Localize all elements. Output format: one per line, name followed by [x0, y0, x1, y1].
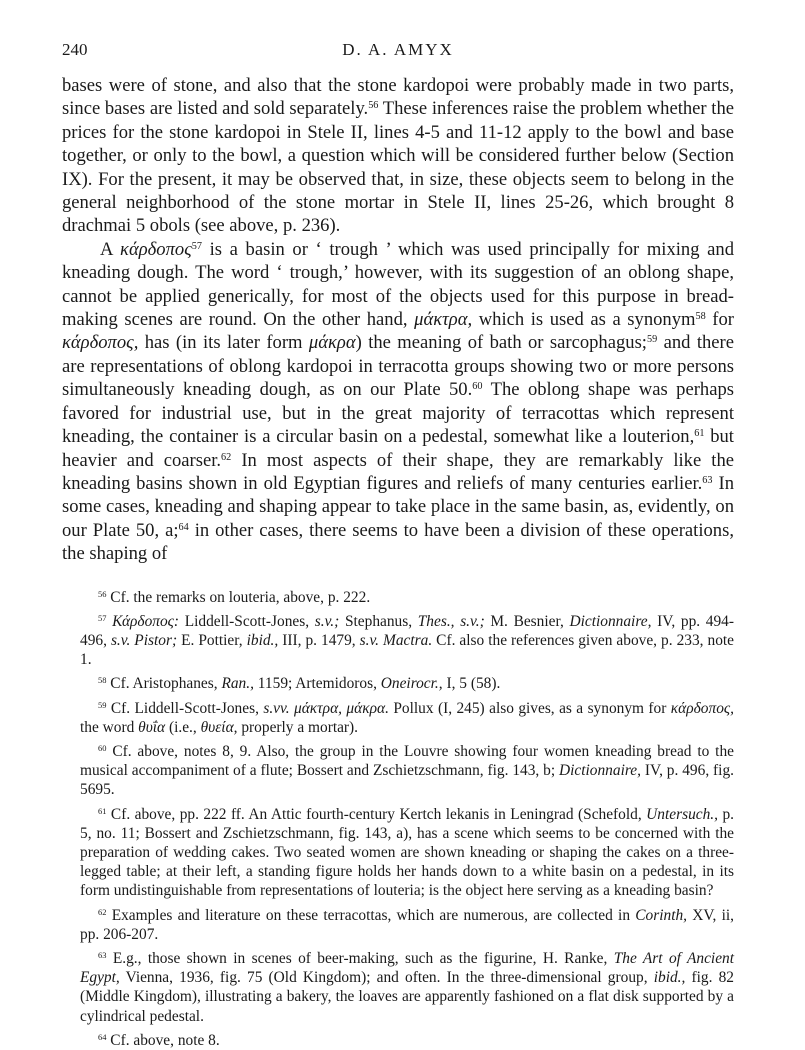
footnote-text: Liddell-Scott-Jones,	[179, 612, 315, 630]
footnote-number: 57	[98, 612, 107, 623]
greek-term: μάκτρα, μάκρα.	[289, 699, 389, 717]
footnote-text: XV, ii, pp. 206-207.	[80, 906, 735, 943]
footnote-text: p. 5, no. 11; Bossert and Zschietzschmann, fig. 143, a), has a scene which seems to be concerned with the preparation of wedding cakes. Two seated women are shown kneading or shaping the cakes on a three-legged table; at their left, a standing figure holds her hands down to a white basin on a pedestal, in its form undistinguishable from representations of louteria; is the object here serving as a kneading basin?	[80, 805, 735, 900]
footnote-text: properly a mortar).	[237, 718, 359, 736]
text-run: In most aspects of their shape, they are remarkably like the kneading basins shown in old Egyptian figures and reliefs of many centuries earlier.	[62, 449, 735, 494]
footnote-text: M. Besnier,	[484, 612, 570, 630]
italic-text: The Art of Ancient Egypt,	[80, 949, 735, 987]
text-run: in other cases, there seems to have been a division of these operations, the shaping of	[62, 519, 734, 565]
footnote-text: Vienna, 1936, fig. 75 (Old Kingdom); and often. In the three-dimensional group,	[119, 969, 654, 987]
text-run: ) the meaning of bath or sarcophagus;	[355, 332, 647, 354]
footnote-text: III, p. 1479,	[278, 631, 360, 649]
greek-term: Κάρδοπος:	[106, 612, 180, 630]
footnote-text: Stephanus,	[339, 612, 418, 630]
paragraph-1	[62, 74, 734, 238]
footnote-text: Cf. also the references given above, p. 233, note 1.	[80, 631, 734, 669]
page	[62, 40, 734, 1050]
footnote-ref-62[interactable]: 62	[221, 451, 232, 463]
italic-text: s.vv.	[263, 699, 290, 717]
footnote-57	[62, 612, 734, 670]
text-run: has (in its later form	[138, 332, 309, 354]
page-header	[62, 40, 734, 66]
text-run: for	[705, 309, 734, 331]
footnote-text: IV, pp. 494-496,	[80, 612, 735, 649]
footnote-ref-63[interactable]: 63	[702, 474, 713, 486]
italic-text: Dictionnaire,	[559, 762, 641, 780]
greek-term: κάρδοπος	[120, 238, 192, 260]
footnote-61	[62, 805, 734, 901]
greek-term: κάρδοπος,	[670, 699, 734, 717]
italic-text: ibid.,	[653, 969, 686, 987]
italic-text: Thes., s.v.;	[417, 612, 485, 630]
footnote-number: 59	[98, 699, 107, 710]
footnote-text: Cf. Aristophanes,	[106, 675, 222, 693]
italic-text: Dictionnaire,	[569, 612, 652, 630]
greek-term: μάκρα	[308, 332, 356, 354]
text-run: These inferences raise the problem whether the prices for the stone kardopoi in Stele II, lines 4-5 and 11-12 apply to the bowl and base together, or only to the bowl, a question which will be considered further below (Section IX). For the present, it may be observed that, in size, these objects seem to belong in the general neighborhood of the stone mortar in Stele II, lines 25-26, which brought 8 drachmai 5 obols (see above, p. 236).	[62, 98, 734, 237]
footnote-text: E. Pottier,	[177, 631, 247, 649]
footnote-text: Cf. above, note 8.	[106, 1031, 220, 1049]
text-run: bases were of stone, and also that the stone kardopoi were probably made in two parts, since bases are listed and sold separately.	[62, 75, 734, 120]
italic-text: ibid.,	[246, 631, 279, 649]
footnote-number: 60	[98, 742, 107, 753]
footnote-text: Cf. above, notes 8, 9. Also, the group in the Louvre showing four women kneading bread to the musical accompaniment of a flute; Bossert and Zschietzschmann, fig. 143, b;	[80, 742, 734, 780]
greek-term: μάκτρα,	[414, 309, 473, 331]
footnote-ref-58[interactable]: 58	[695, 310, 706, 322]
footnote-text: (i.e.,	[165, 718, 201, 736]
footnote-ref-57[interactable]: 57	[191, 240, 202, 252]
text-run: but heavier and coarser.	[62, 426, 734, 471]
footnote-text: 1159; Artemidoros,	[253, 675, 381, 693]
footnote-text: E.g., those shown in scenes of beer-making, such as the figurine, H. Ranke,	[106, 949, 614, 967]
text-run: A	[100, 238, 121, 260]
footnote-58	[62, 674, 734, 693]
text-run: is a basin or ‘ trough ’ which was used principally for mixing and kneading dough. The word ‘ trough,’ however, with its suggestion of an oblong shape, cannot be applied generically, for most of the objects used for this purpose in bread-making scenes are round. On the other hand,	[62, 238, 734, 331]
footnote-number: 64	[98, 1031, 107, 1042]
footnote-text: IV, p. 496, fig. 5695.	[80, 762, 734, 799]
running-head: D. A. AMYX	[342, 40, 454, 59]
footnote-number: 61	[98, 805, 107, 816]
text-run: and there are representations of oblong kardopoi in terracotta groups showing two or more persons simultaneously kneading dough, as on our Plate 50.	[62, 332, 734, 401]
footnote-ref-59[interactable]: 59	[646, 334, 658, 346]
italic-text: Corinth,	[635, 906, 688, 924]
footnote-ref-64[interactable]: 64	[178, 521, 189, 533]
italic-text: s.v.;	[314, 612, 340, 630]
main-text	[62, 74, 734, 566]
footnote-text: Cf. Liddell-Scott-Jones,	[106, 699, 264, 717]
footnote-text: the word	[80, 718, 139, 736]
footnote-ref-56[interactable]: 56	[368, 100, 379, 112]
footnote-number: 58	[98, 675, 107, 686]
footnote-62	[62, 906, 734, 944]
paragraph-2	[62, 238, 734, 566]
footnote-63	[62, 949, 734, 1026]
footnote-number: 56	[98, 588, 107, 599]
footnote-64	[62, 1031, 734, 1050]
greek-term: κάρδοπος,	[62, 332, 139, 354]
text-run: In some cases, kneading and shaping appear to take place in the same basin, as, evidently, on our Plate 50, a;	[62, 472, 734, 541]
footnote-number: 63	[98, 949, 107, 960]
footnote-ref-60[interactable]: 60	[472, 381, 483, 393]
italic-text: s.v. Mactra.	[359, 631, 433, 649]
footnote-56	[62, 588, 734, 607]
footnote-text: I, 5 (58).	[442, 675, 501, 693]
footnote-text: Examples and literature on these terracottas, which are numerous, are collected in	[106, 906, 636, 924]
italic-text: Ran.,	[221, 675, 254, 693]
text-run: which is used as a synonym	[472, 309, 696, 331]
footnote-text: Cf. above, pp. 222 ff. An Attic fourth-century Kertch lekanis in Leningrad (Schefold,	[106, 805, 647, 823]
greek-term: θυΐα	[138, 718, 166, 736]
italic-text: Untersuch.,	[646, 805, 718, 823]
footnote-text: fig. 82 (Middle Kingdom), illustrating a bakery, the loaves are apparently fashioned on a flat disk supported by a cylindrical pedestal.	[80, 969, 734, 1025]
footnote-60	[62, 742, 734, 800]
footnote-ref-61[interactable]: 61	[694, 427, 705, 439]
footnote-59	[62, 699, 734, 737]
footnotes	[62, 588, 734, 1050]
italic-text: s.v. Pistor;	[110, 631, 178, 649]
text-run: The oblong shape was perhaps favored for industrial use, but in the great majority of terracottas which represent kneading, the container is a circular basin on a pedestal, somewhat like a louterion,	[62, 379, 734, 448]
footnote-number: 62	[98, 906, 107, 917]
greek-term: θυεία,	[200, 718, 238, 736]
footnote-text: Pollux (I, 245) also gives, as a synonym for	[388, 699, 671, 717]
footnote-text: Cf. the remarks on louteria, above, p. 222.	[106, 588, 371, 606]
italic-text: Oneirocr.,	[380, 675, 443, 693]
page-number: 240	[62, 40, 88, 59]
